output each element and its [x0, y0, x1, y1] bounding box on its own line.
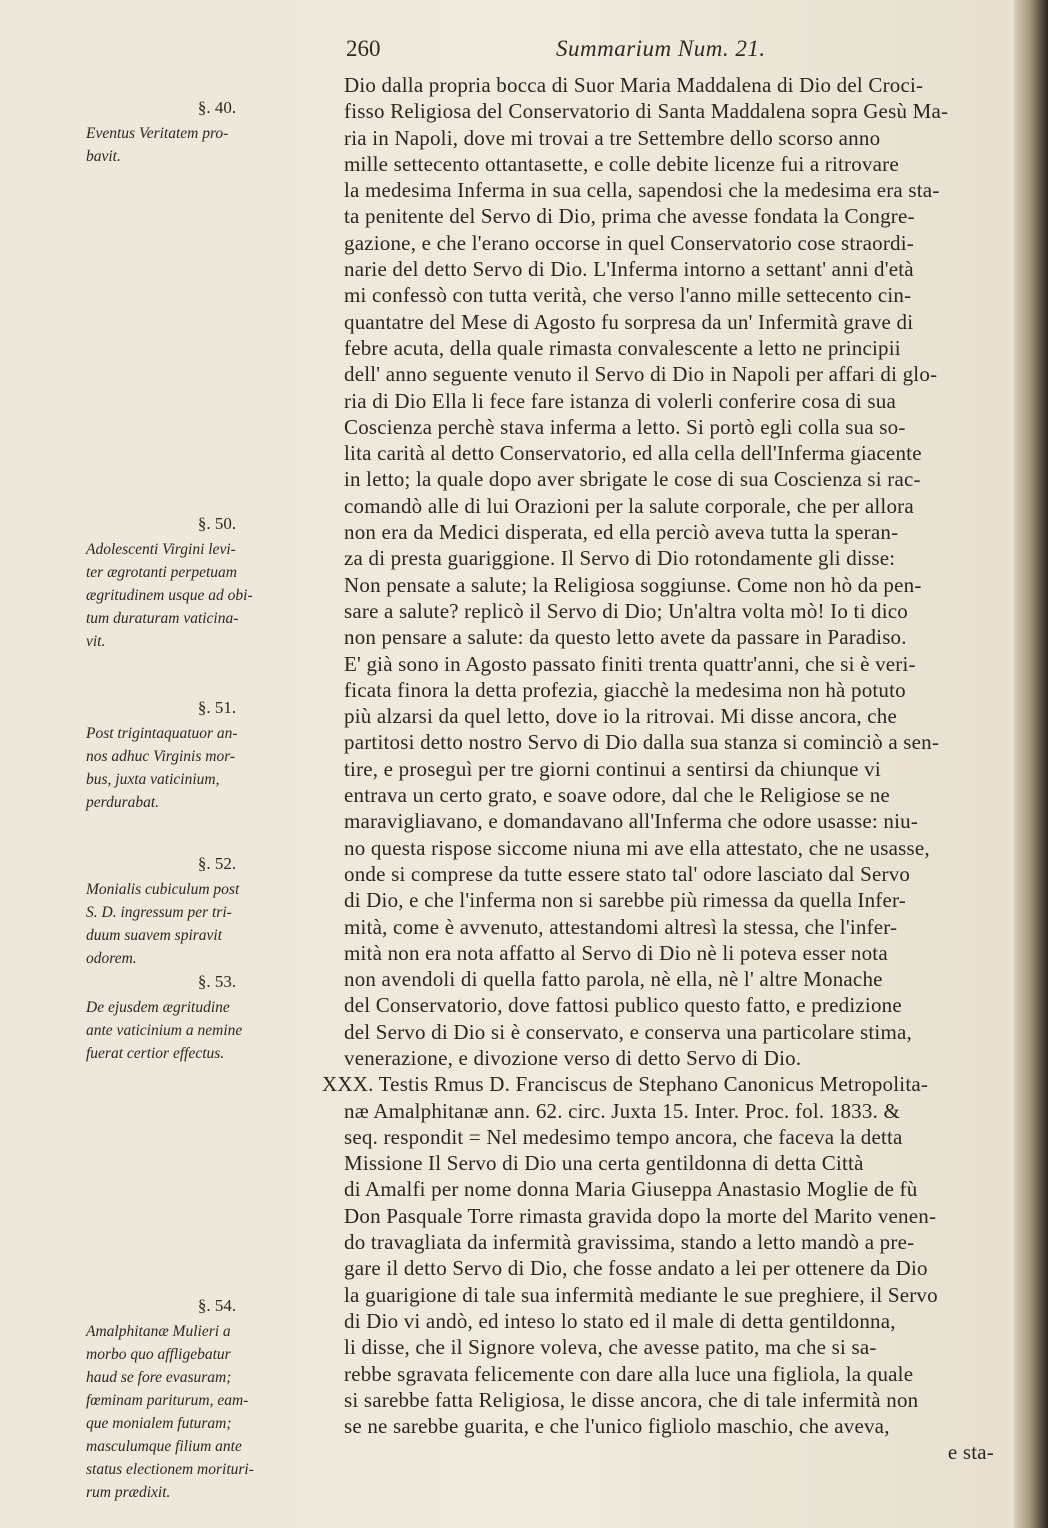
note-line: fuerat certior effectus. — [86, 1045, 225, 1062]
text-line: za di presta guariggione. Il Servo di Dio rotondamente gli disse: — [344, 546, 896, 571]
text-line: ria in Napoli, dove mi trovai a tre Settembre dello scorso anno — [344, 125, 881, 150]
text-line: di Amalfi per nome donna Maria Giuseppa Anastasio Moglie de fù — [344, 1177, 918, 1202]
page-header — [346, 36, 966, 66]
note-line: odorem. — [86, 950, 137, 967]
note-line: nos adhuc Virginis mor- — [86, 748, 236, 765]
text-line: quantatre del Mese di Agosto fu sorpresa da un' Infermità grave di — [344, 309, 914, 334]
text-line: rebbe sgravata felicemente con dare alla luce una figliola, la quale — [344, 1361, 914, 1386]
text-line: fisso Religiosa del Conservatorio di Santa Maddalena sopra Gesù Ma- — [344, 99, 949, 124]
note-line: ante vaticinium a nemine — [86, 1022, 243, 1039]
text-line: di Dio vi andò, ed inteso lo stato ed il male di detta gentildonna, — [344, 1308, 896, 1333]
text-line: mità non era nota affatto al Servo di Dio nè li poteva esser nota — [344, 940, 888, 965]
text-line: entrava un certo grato, e soave odore, dal che le Religiose se ne — [344, 783, 890, 808]
text-line: si sarebbe fatta Religiosa, le disse ancora, che di tale infermità non — [344, 1387, 919, 1412]
note-line: duum suavem spiravit — [86, 927, 223, 944]
text-line: E' già sono in Agosto passato finiti trenta quattr'anni, che si è veri- — [344, 651, 916, 676]
text-line: Missione Il Servo di Dio una certa gentildonna di detta Città — [344, 1151, 864, 1176]
text-line: venerazione, e divozione verso di detto Servo di Dio. — [344, 1045, 802, 1070]
text-line: mille settecento ottantasette, e colle debite licenze fui a ritrovare — [344, 151, 899, 176]
note-line: Amalphitanæ Mulieri a — [86, 1323, 231, 1340]
text-line: e sta- — [947, 1440, 994, 1465]
text-line: narie del detto Servo di Dio. L'Inferma intorno a settant' anni d'età — [344, 257, 914, 282]
text-line: partitosi detto nostro Servo di Dio dalla sua stanza si cominciò a sen- — [344, 730, 940, 755]
text-line: febre acuta, della quale rimasta convalescente a letto ne principii — [344, 335, 901, 360]
note-paragraph-mark: §. 50. — [197, 514, 237, 533]
text-line: maravigliavano, e domandavano all'Inferma che odore usasse: niu- — [344, 809, 919, 834]
text-line: Non pensate a salute; la Religiosa soggiunse. Come non hò da pen- — [344, 572, 922, 597]
margin-note — [86, 696, 318, 814]
main-text-column — [322, 72, 1014, 1466]
text-line: del Servo di Dio si è conservato, e conserva una particolare stima, — [344, 1019, 912, 1044]
text-line: sare a salute? replicò il Servo di Dio; Un'altra volta mò! Io ti dico — [344, 598, 909, 623]
note-line: rum prædixit. — [86, 1484, 171, 1501]
note-line: De ejusdem ægritudine — [86, 999, 230, 1016]
note-line: status electionem morituri- — [86, 1461, 254, 1478]
note-line: perdurabat. — [86, 794, 160, 811]
note-line: ægritudinem usque ad obi- — [86, 587, 253, 604]
text-line: onde si comprese da tutte essere stato tal' odore lasciato dal Servo — [344, 861, 911, 886]
text-line: comandò alle di lui Orazioni per la salute corporale, che per allora — [344, 493, 914, 518]
note-paragraph-mark: §. 53. — [197, 972, 237, 991]
margin-note — [86, 970, 318, 1065]
note-line: bus, juxta vaticinium, — [86, 771, 220, 788]
note-line: masculumque filium ante — [86, 1438, 242, 1455]
note-line: tum duraturam vaticina- — [86, 610, 239, 627]
text-line: ficata finora la detta profezia, giacchè la medesima non hà potuto — [344, 677, 906, 702]
note-paragraph-mark: §. 54. — [197, 1296, 237, 1315]
note-line: morbo quo affligebatur — [86, 1346, 231, 1363]
margin-note — [86, 512, 318, 653]
running-head: Summarium Num. 21. — [556, 36, 766, 61]
text-line: di Dio, e che l'inferma non si sarebbe più rimessa da quella Infer- — [344, 888, 906, 913]
text-line: no questa rispose siccome niuna mi ave ella attestato, che ne usasse, — [344, 835, 930, 860]
text-line: la medesima Inferma in sua cella, sapendosi che la medesima era sta- — [344, 178, 940, 203]
text-line: se ne sarebbe guarita, e che l'unico figliolo maschio, che aveva, — [344, 1414, 890, 1439]
text-line: Don Pasquale Torre rimasta gravida dopo la morte del Marito venen- — [344, 1203, 937, 1228]
text-line: li disse, che il Signore voleva, che avesse patito, ma che si sa- — [344, 1335, 877, 1360]
text-line: seq. respondit = Nel medesimo tempo ancora, che faceva la detta — [344, 1124, 903, 1149]
note-paragraph-mark: §. 52. — [197, 854, 237, 873]
note-paragraph-mark: §. 51. — [197, 698, 237, 717]
text-line: ria di Dio Ella li fece fare istanza di volerli conferire cosa di sua — [344, 388, 896, 413]
note-paragraph-mark: §. 40. — [197, 98, 237, 117]
note-line: bavit. — [86, 148, 121, 165]
text-line: più alzarsi da quel letto, dove io la ritrovai. Mi disse ancora, che — [344, 704, 898, 729]
margin-note — [86, 96, 318, 168]
note-line: que monialem futuram; — [86, 1415, 232, 1432]
page-edge-shadow — [1014, 0, 1048, 1528]
note-line: haud se fore evasuram; — [86, 1369, 232, 1386]
text-line: del Conservatorio, dove fattosi publico questo fatto, e predizione — [344, 993, 902, 1018]
margin-note — [86, 1294, 318, 1504]
text-line: næ Amalphitanæ ann. 62. circ. Juxta 15. Inter. Proc. fol. 1833. & — [344, 1098, 901, 1123]
note-line: S. D. ingressum per tri- — [86, 904, 232, 921]
text-line: non pensare a salute: da questo letto avete da passare in Paradiso. — [344, 625, 907, 650]
text-line: Dio dalla propria bocca di Suor Maria Maddalena di Dio del Croci- — [344, 73, 924, 97]
text-line: gare il detto Servo di Dio, che fosse andato a lei per ottenere da Dio — [344, 1256, 928, 1281]
text-line: in letto; la quale dopo aver sbrigate le cose di sua Coscienza si rac- — [344, 467, 921, 492]
margin-note — [86, 852, 318, 970]
page-number: 260 — [346, 36, 381, 61]
text-line: non avendoli di quella fatto parola, nè ella, nè l' altre Monache — [344, 967, 883, 992]
note-line: Post trigintaquatuor an- — [86, 725, 238, 742]
text-line: lita carità al detto Conservatorio, ed alla cella dell'Inferma giacente — [344, 441, 922, 466]
text-line: mi confessò con tutta verità, che verso l'anno mille settecento cin- — [344, 283, 912, 308]
text-line: gazione, e che l'erano occorse in quel Conservatorio cose straordi- — [344, 230, 914, 255]
text-line: Coscienza perchè stava inferma a letto. Si portò egli colla sua so- — [344, 414, 906, 439]
text-line: mità, come è avvenuto, attestandomi altresì la stessa, che l'infer- — [344, 914, 898, 939]
text-line: XXX. Testis Rmus D. Franciscus de Stephano Canonicus Metropolita- — [322, 1072, 929, 1097]
text-line: non era da Medici disperata, ed ella perciò aveva tutta la speran- — [344, 520, 899, 545]
text-line: la guarigione di tale sua infermità mediante le sue preghiere, il Servo — [344, 1282, 938, 1307]
text-line: do travagliata da infermità gravissima, stando a letto mandò a pre- — [344, 1230, 915, 1255]
note-line: ter ægrotanti perpetuam — [86, 564, 237, 581]
note-line: Adolescenti Virgini levi- — [86, 541, 236, 558]
note-line: fœminam pariturum, eam- — [86, 1392, 249, 1409]
note-line: Eventus Veritatem pro- — [86, 125, 229, 142]
note-line: vit. — [86, 633, 106, 650]
text-line: tire, e proseguì per tre giorni continui a sentirsi da chiunque vi — [344, 756, 881, 781]
text-line: dell' anno seguente venuto il Servo di Dio in Napoli per affari di glo- — [344, 362, 938, 387]
note-line: Monialis cubiculum post — [86, 881, 240, 898]
text-line: ta penitente del Servo di Dio, prima che avesse fondata la Congre- — [344, 204, 915, 229]
